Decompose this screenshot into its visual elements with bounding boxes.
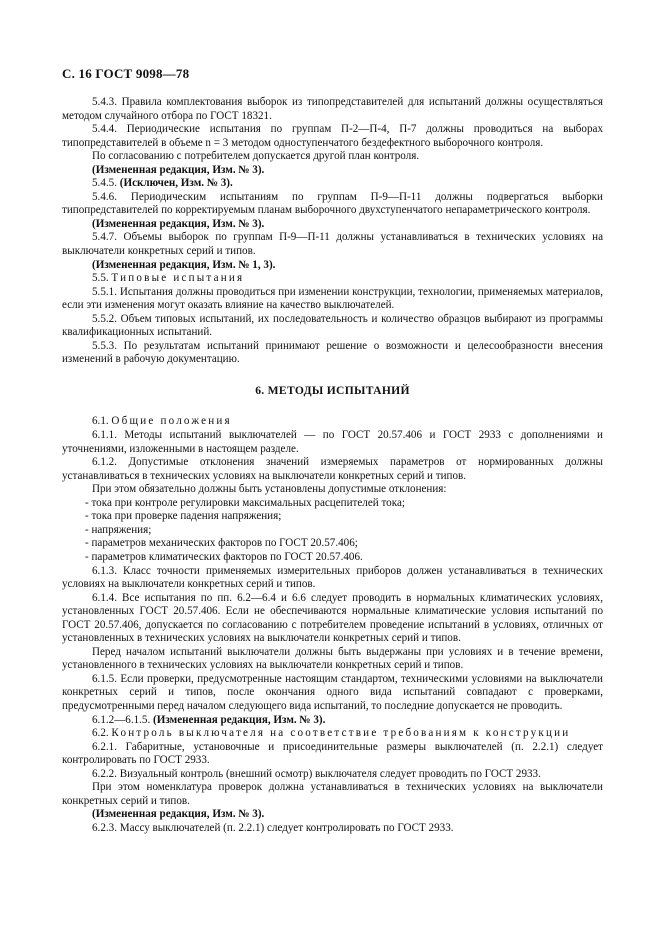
paragraph-5-4-5 bbox=[62, 177, 603, 191]
paragraph-6-1-1: 6.1.1. Методы испытаний выключателей — по ГОСТ 20.57.406 и ГОСТ 2933 с дополнениями и уточнениями, изложенными в настоящем разделе. bbox=[62, 429, 603, 455]
list-item: - тока при проверке падения напряжения; bbox=[85, 510, 282, 523]
paragraph-6-2-2-note: При этом номенклатура проверок должна устанавливаться в технических условиях на выключатели конкретных серий и типов. bbox=[62, 781, 603, 807]
paragraph-5-5-1: 5.5.1. Испытания должны проводиться при изменении конструкции, технологии, применяемых материалов, если эти изменения могут оказать влияние на качество выключателей. bbox=[62, 285, 603, 312]
subsection-6-2-title bbox=[62, 727, 603, 741]
document-body bbox=[62, 96, 603, 835]
page-header: С. 16 ГОСТ 9098—78 bbox=[62, 66, 190, 81]
amendment-note: (Измененная редакция, Изм. № 3). bbox=[153, 713, 326, 726]
paragraph-6-1-5: 6.1.5. Если проверки, предусмотренные настоящим стандартом, техническими условиями на выключатели конкретных серий и типов, после окончания одного вида испытаний совпадают с проверками, предусмотренными перед началом следующего вида испытаний, то последние допускается не проводить. bbox=[62, 672, 603, 712]
paragraph-5-5-3: 5.5.3. По результатам испытаний принимают решение о возможности и целесообразности внесения изменений в рабочую документацию. bbox=[62, 339, 603, 366]
paragraph-6-1-2: 6.1.2. Допустимые отклонения значений измеряемых параметров от нормированных должны устанавливаться в технических условиях на выключатели конкретных серий и типов. bbox=[62, 456, 603, 482]
section-title: Контроль выключателя на соответствие требованиям к конструкции bbox=[111, 727, 571, 740]
section-title: Типовые испытания bbox=[111, 272, 245, 285]
paragraph-6-1-2-note: При этом обязательно должны быть установлены допустимые отклонения: bbox=[92, 483, 447, 496]
list-item: - тока при контроле регулировки максимальных расцепителей тока; bbox=[85, 496, 405, 509]
paragraph-5-4-4: 5.4.4. Периодические испытания по группам П-2—П-4, П-7 должны проводиться на выборах типопредставителей в объеме n = 3 методом одноступенчатого бездефектного выборочного контроля. bbox=[62, 123, 603, 149]
paragraph-6-1-2-6-1-5 bbox=[62, 714, 603, 728]
paragraph-5-5-2: 5.5.2. Объем типовых испытаний, их последовательность и количество образцов выбирают из программы квалификационных испытаний. bbox=[62, 312, 603, 339]
paragraph-6-1-3: 6.1.3. Класс точности применяемых измерительных приборов должен устанавливаться в технических условиях на выключатели конкретных серий и типов. bbox=[62, 564, 603, 591]
section-number: 5.5. bbox=[92, 272, 109, 285]
paragraph-6-2-3: 6.2.3. Массу выключателей (п. 2.2.1) следует контролировать по ГОСТ 2933. bbox=[92, 821, 454, 834]
amendment-note: (Измененная редакция, Изм. № 1, 3). bbox=[92, 258, 276, 271]
amendment-note: (Измененная редакция, Изм. № 3). bbox=[92, 163, 265, 176]
paragraph-5-4-7: 5.4.7. Объемы выборок по группам П-9—П-11 должны устанавливаться в технических условиях на выключатели конкретных серий и типов. bbox=[62, 231, 603, 258]
subsection-6-1-title bbox=[62, 415, 603, 429]
subsection-5-5-title bbox=[62, 272, 603, 286]
paragraph-6-2-2: 6.2.2. Визуальный контроль (внешний осмотр) выключателя следует проводить по ГОСТ 2933. bbox=[92, 767, 541, 780]
section-6-heading: 6. МЕТОДЫ ИСПЫТАНИЙ bbox=[255, 383, 410, 397]
paragraph-5-4-4-note: По согласованию с потребителем допускается другой план контроля. bbox=[92, 150, 420, 163]
paragraph-5-4-3: 5.4.3. Правила комплектования выборок из типопредставителей для испытаний должны осуществляться методом случайного отбора по ГОСТ 18321. bbox=[62, 96, 603, 122]
paragraph-5-4-6: 5.4.6. Периодическим испытаниям по группам П-9—П-11 должны подвергаться выборки типопредставителей по корректируемым планам выборочного двухступенчатого непараметрического контроля. bbox=[62, 190, 603, 217]
section-number: 6.1. bbox=[92, 415, 109, 428]
paragraph-6-2-1: 6.2.1. Габаритные, установочные и присоединительные размеры выключателей (п. 2.2.1) следует контролировать по ГОСТ 2933. bbox=[62, 740, 603, 767]
list-item: - параметров механических факторов по ГОСТ 20.57.406; bbox=[85, 537, 358, 550]
amendment-note: (Измененная редакция, Изм. № 3). bbox=[92, 217, 265, 230]
list-item: - параметров климатических факторов по ГОСТ 20.57.406. bbox=[85, 550, 363, 563]
list-item: - напряжения; bbox=[85, 523, 152, 536]
paragraph-6-1-4-note: Перед началом испытаний выключатели должны быть выдержаны при условиях и в течение времени, установленного в технических условиях на выключатели конкретных серий и типов. bbox=[62, 645, 603, 672]
paragraph-number: 5.4.5. bbox=[92, 177, 117, 190]
section-number: 6.2. bbox=[92, 727, 109, 740]
paragraph-number: 6.1.2—6.1.5. bbox=[92, 713, 151, 726]
section-title: Общие положения bbox=[111, 415, 232, 428]
paragraph-6-1-4: 6.1.4. Все испытания по пп. 6.2—6.4 и 6.6 следует проводить в нормальных климатических условиях, установленных ГОСТ 20.57.406. Если не обеспечиваются нормальные климатические условия испытаний по ГОСТ 20.57.406, допускается по согласованию с потребителем проведение испытаний в условиях, отличных от установленных в технических условиях на выключатели конкретных серий и типов. bbox=[62, 591, 603, 645]
amendment-note: (Исключен, Изм. № 3). bbox=[119, 177, 233, 190]
amendment-note: (Измененная редакция, Изм. № 3). bbox=[92, 808, 265, 821]
